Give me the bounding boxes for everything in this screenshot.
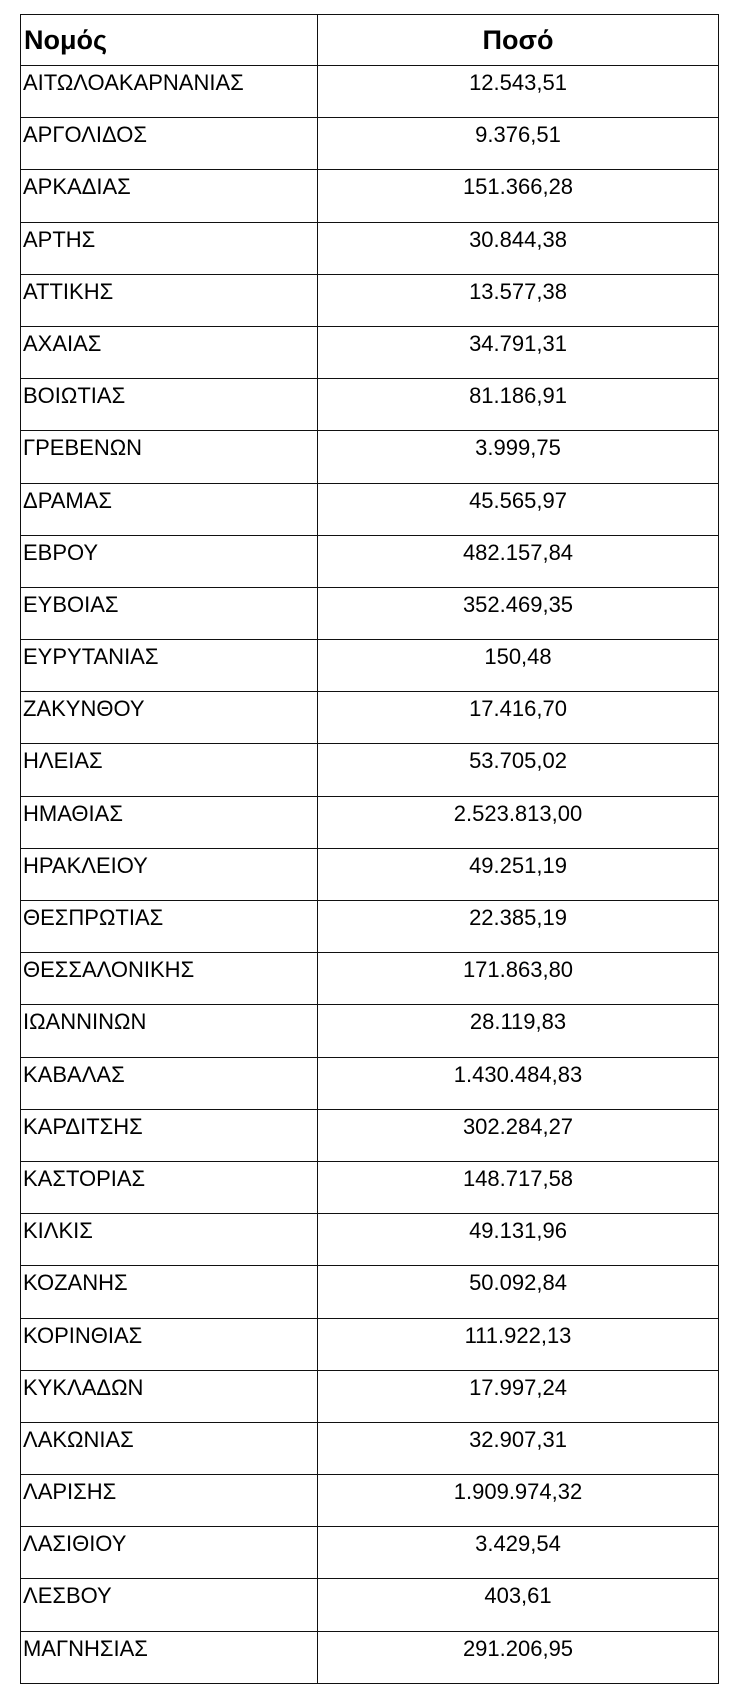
table-row [21, 1161, 719, 1213]
table-row [21, 1109, 719, 1161]
amount-cell: 291.206,95 [318, 1631, 719, 1683]
table-row [21, 1579, 719, 1631]
amount-cell: 34.791,31 [318, 326, 719, 378]
table-row [21, 326, 719, 378]
amount-cell: 403,61 [318, 1579, 719, 1631]
prefecture-name-cell: ΑΤΤΙΚΗΣ [21, 274, 318, 326]
amount-cell: 30.844,38 [318, 222, 719, 274]
amount-cell: 45.565,97 [318, 483, 719, 535]
prefecture-name-cell: ΛΑΚΩΝΙΑΣ [21, 1422, 318, 1474]
prefecture-name-cell: ΑΡΤΗΣ [21, 222, 318, 274]
amount-cell: 150,48 [318, 640, 719, 692]
table-row [21, 744, 719, 796]
table-row [21, 431, 719, 483]
table-header-row [21, 15, 719, 66]
prefecture-name-cell: ΚΥΚΛΑΔΩΝ [21, 1370, 318, 1422]
amount-cell: 151.366,28 [318, 170, 719, 222]
table-row [21, 535, 719, 587]
amount-cell: 17.416,70 [318, 692, 719, 744]
prefecture-name-cell: ΑΡΓΟΛΙΔΟΣ [21, 118, 318, 170]
amount-cell: 13.577,38 [318, 274, 719, 326]
amount-cell: 28.119,83 [318, 1005, 719, 1057]
table-row [21, 796, 719, 848]
table-row [21, 379, 719, 431]
table-row [21, 118, 719, 170]
table-row [21, 1266, 719, 1318]
amount-cell: 352.469,35 [318, 587, 719, 639]
amount-cell: 49.251,19 [318, 848, 719, 900]
amount-cell: 2.523.813,00 [318, 796, 719, 848]
amount-cell: 49.131,96 [318, 1214, 719, 1266]
amount-cell: 1.430.484,83 [318, 1057, 719, 1109]
table-row [21, 483, 719, 535]
prefecture-name-cell: ΕΥΡΥΤΑΝΙΑΣ [21, 640, 318, 692]
amount-cell: 9.376,51 [318, 118, 719, 170]
prefecture-name-cell: ΛΕΣΒΟΥ [21, 1579, 318, 1631]
prefecture-name-cell: ΚΑΒΑΛΑΣ [21, 1057, 318, 1109]
prefecture-name-cell: ΗΜΑΘΙΑΣ [21, 796, 318, 848]
prefecture-name-cell: ΘΕΣΠΡΩΤΙΑΣ [21, 901, 318, 953]
table-row [21, 692, 719, 744]
prefecture-name-cell: ΕΥΒΟΙΑΣ [21, 587, 318, 639]
amount-cell: 3.429,54 [318, 1527, 719, 1579]
table-row [21, 1318, 719, 1370]
table-row [21, 1527, 719, 1579]
prefecture-name-cell: ΛΑΣΙΘΙΟΥ [21, 1527, 318, 1579]
prefecture-name-cell: ΒΟΙΩΤΙΑΣ [21, 379, 318, 431]
prefecture-name-cell: ΑΙΤΩΛΟΑΚΑΡΝΑΝΙΑΣ [21, 66, 318, 118]
table-row [21, 848, 719, 900]
prefecture-name-cell: ΗΛΕΙΑΣ [21, 744, 318, 796]
amount-cell: 482.157,84 [318, 535, 719, 587]
table-row [21, 170, 719, 222]
table-row [21, 640, 719, 692]
table-row [21, 1005, 719, 1057]
prefecture-name-cell: ΚΑΡΔΙΤΣΗΣ [21, 1109, 318, 1161]
prefecture-name-cell: ΓΡΕΒΕΝΩΝ [21, 431, 318, 483]
prefecture-name-cell: ΑΡΚΑΔΙΑΣ [21, 170, 318, 222]
prefecture-name-cell: ΗΡΑΚΛΕΙΟΥ [21, 848, 318, 900]
amount-cell: 3.999,75 [318, 431, 719, 483]
table-row [21, 222, 719, 274]
table-row [21, 587, 719, 639]
table-row [21, 1475, 719, 1527]
amount-cell: 148.717,58 [318, 1161, 719, 1213]
table-row [21, 901, 719, 953]
prefecture-name-cell: ΕΒΡΟΥ [21, 535, 318, 587]
amount-cell: 17.997,24 [318, 1370, 719, 1422]
table-row [21, 953, 719, 1005]
prefecture-name-cell: ΜΑΓΝΗΣΙΑΣ [21, 1631, 318, 1683]
prefecture-name-cell: ΚΟΡΙΝΘΙΑΣ [21, 1318, 318, 1370]
header-amount: Ποσό [318, 15, 719, 66]
table-row [21, 1370, 719, 1422]
prefecture-name-cell: ΚΑΣΤΟΡΙΑΣ [21, 1161, 318, 1213]
amount-cell: 32.907,31 [318, 1422, 719, 1474]
prefecture-name-cell: ΔΡΑΜΑΣ [21, 483, 318, 535]
table-row [21, 1422, 719, 1474]
header-prefecture: Νομός [21, 15, 318, 66]
table-body [21, 66, 719, 1684]
prefecture-amount-table [20, 14, 719, 1684]
amount-cell: 50.092,84 [318, 1266, 719, 1318]
table-row [21, 1057, 719, 1109]
amount-cell: 81.186,91 [318, 379, 719, 431]
table-row [21, 66, 719, 118]
prefecture-name-cell: ΛΑΡΙΣΗΣ [21, 1475, 318, 1527]
prefecture-name-cell: ΑΧΑΙΑΣ [21, 326, 318, 378]
table-row [21, 1631, 719, 1683]
amount-cell: 171.863,80 [318, 953, 719, 1005]
amount-cell: 111.922,13 [318, 1318, 719, 1370]
prefecture-name-cell: ΘΕΣΣΑΛΟΝΙΚΗΣ [21, 953, 318, 1005]
prefecture-name-cell: ΙΩΑΝΝΙΝΩΝ [21, 1005, 318, 1057]
amount-cell: 22.385,19 [318, 901, 719, 953]
table-row [21, 274, 719, 326]
prefecture-name-cell: ΚΟΖΑΝΗΣ [21, 1266, 318, 1318]
amount-cell: 302.284,27 [318, 1109, 719, 1161]
prefecture-name-cell: ΖΑΚΥΝΘΟΥ [21, 692, 318, 744]
table-row [21, 1214, 719, 1266]
prefecture-name-cell: ΚΙΛΚΙΣ [21, 1214, 318, 1266]
amount-cell: 12.543,51 [318, 66, 719, 118]
amount-cell: 53.705,02 [318, 744, 719, 796]
amount-cell: 1.909.974,32 [318, 1475, 719, 1527]
